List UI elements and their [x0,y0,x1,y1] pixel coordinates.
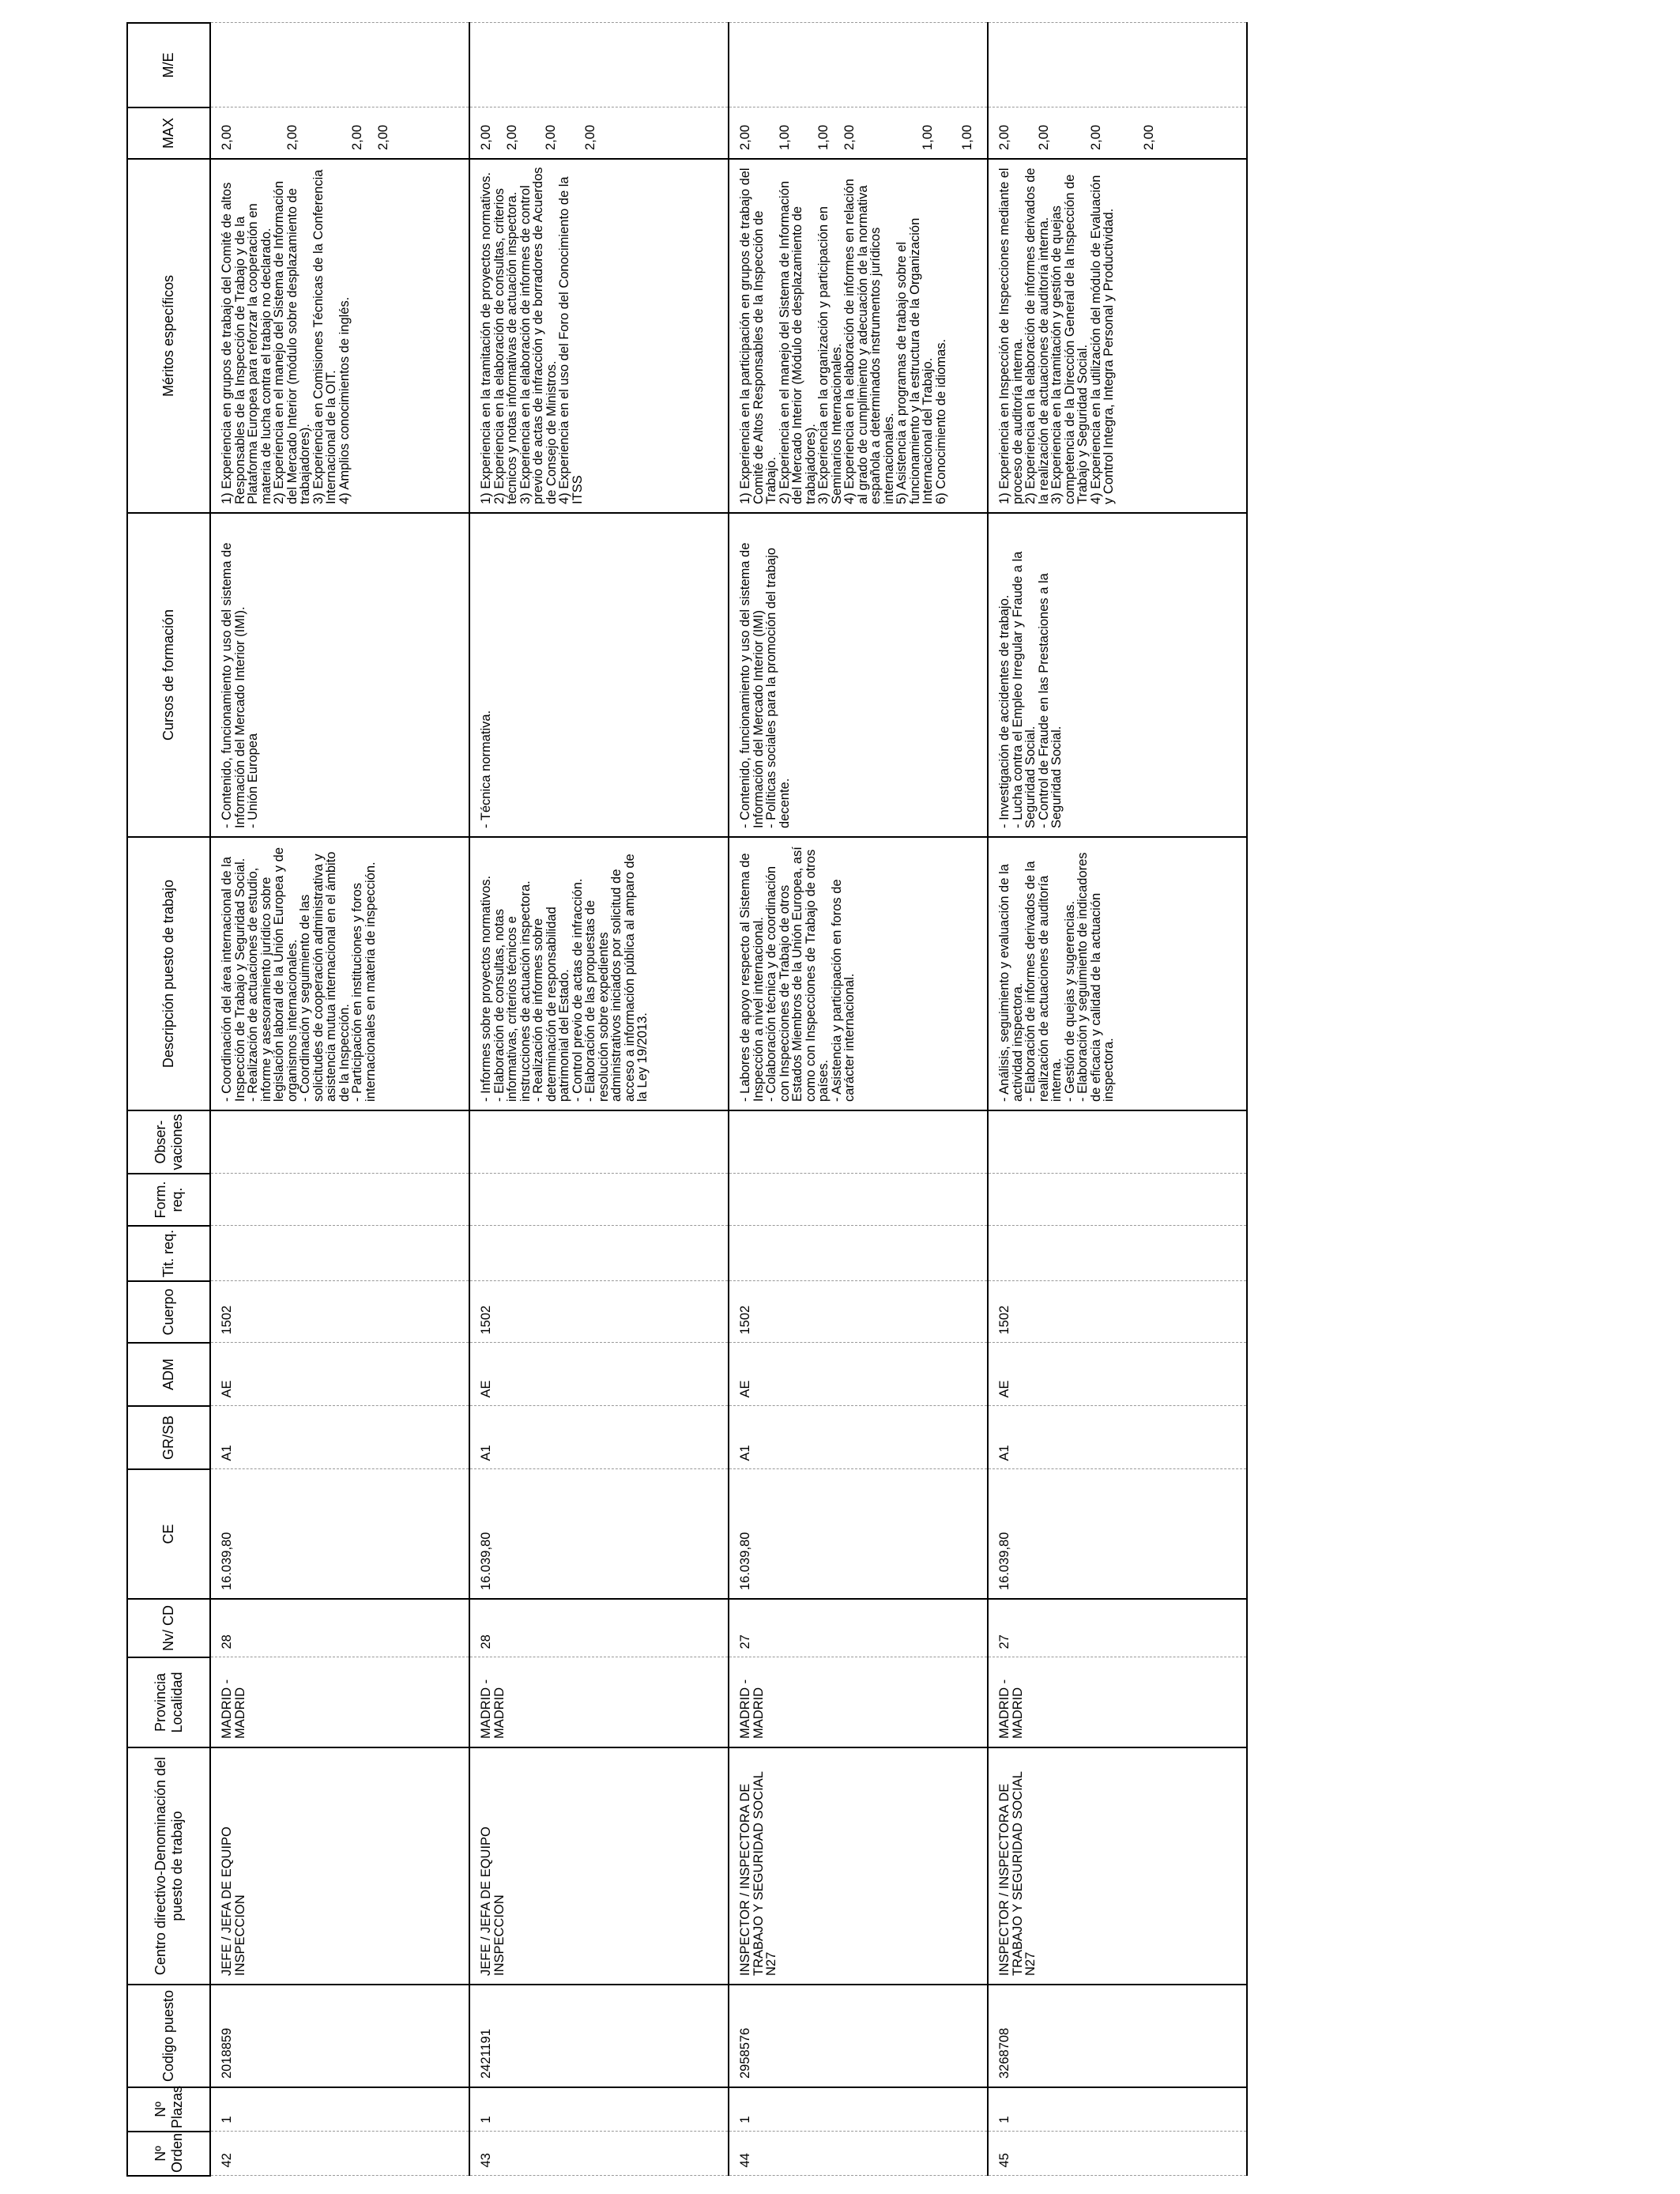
cell-form [469,1174,729,1226]
header-max: MAX [127,107,210,159]
cell-centro: JEFE / JEFA DE EQUIPO INSPECCION [210,1747,469,1985]
merito-line: 4) Amplios conocimientos de inglés. [337,296,352,504]
cell-ce: 16.039,80 [988,1469,1247,1599]
cell-nivel: 27 [988,1599,1247,1657]
merito-line: 2) Experiencia en la elaboración de consultas, criterios técnicos y notas informativas de actuación inspectora. [492,188,519,504]
cell-tit [729,1226,988,1281]
merito-line: 1) Experiencia en grupos de trabajo del Comité de altos Responsables de la Inspección de Trabajo y de la Plataforma Europea para reforzar la cooperación en materia de lucha contra el trabajo no declarado. [220,182,273,504]
cell-descripcion [988,837,1247,1110]
cell-ce: 16.039,80 [469,1469,729,1599]
descripcion-line: - Elaboración de informes derivados de la realización de actuaciones de auditoría interna. [1023,861,1064,1102]
cell-codigo: 2958576 [729,1985,988,2087]
max-value: 2,00 [1141,124,1156,150]
max-value: 2,00 [582,124,597,150]
cell-me [729,23,988,107]
descripcion-line: - Labores de apoyo respecto al Sistema de Inspección a nivel internacional. [738,853,766,1102]
cell-grupo: A1 [469,1406,729,1469]
cell-cuerpo: 1502 [469,1281,729,1343]
max-value: 1,00 [777,124,792,150]
descripcion-line: - Realización de actuaciones de estudio, informe y asesoramiento jurídico sobre legislación laboral de la Unión Europea y de organismos internacionales. [246,847,299,1102]
cell-cuerpo: 1502 [210,1281,469,1343]
cell-codigo: 2018859 [210,1985,469,2087]
cell-provincia: MADRID - MADRID [210,1657,469,1747]
max-value: 2,00 [375,124,390,150]
cell-adm: AE [988,1343,1247,1406]
cell-plazas: 1 [729,2087,988,2132]
descripcion-line: - Gestión de quejas y sugerencias. [1062,900,1077,1102]
cell-plazas: 1 [988,2087,1247,2132]
merito-line: 4) Experiencia en la elaboración de informes en relación al grado de cumplimiento y adecuación de la normativa española a determinados instrumentos jurídicos internacionales. [842,179,896,504]
cell-descripcion [210,837,469,1110]
cell-plazas: 1 [469,2087,729,2132]
descripcion-line: - Asistencia y participación en foros de carácter internacional. [829,879,857,1102]
cell-nivel: 27 [729,1599,988,1657]
table-row [988,23,1247,2176]
header-adm: ADM [127,1343,210,1406]
max-value: 2,00 [1089,124,1103,150]
cell-nivel: 28 [469,1599,729,1657]
job-positions-table [126,22,1248,2177]
header-ce: CE [127,1469,210,1599]
descripcion-line: - Colaboración técnica y de coordinación con Inspecciones de Trabajo de otros Estados Miembros de la Unión Europea, así como con Inspecciones de Trabajo de otros países. [764,846,831,1102]
cell-me [210,23,469,107]
cell-meritos [729,159,988,513]
header-form: Form. req. [127,1174,210,1226]
max-value: 2,00 [738,124,752,150]
cell-provincia: MADRID - MADRID [988,1657,1247,1747]
merito-line: 2) Experiencia en el manejo del Sistema de Información del Mercado Interior (módulo sobre desplazamiento de trabajadores). [272,180,312,504]
max-value: 2,00 [1036,124,1051,150]
cell-grupo: A1 [988,1406,1247,1469]
cell-meritos [988,159,1247,513]
header-cuerpo: Cuerpo [127,1281,210,1343]
cell-centro: INSPECTOR / INSPECTORA DE TRABAJO Y SEGURIDAD SOCIAL N27 [988,1747,1247,1985]
header-provincia: Provincia Localidad [127,1657,210,1747]
cell-meritos [210,159,469,513]
descripcion-line: - Participación en instituciones y foros internacionales en materia de inspección. [350,861,378,1102]
cell-me [988,23,1247,107]
cell-ce: 16.039,80 [210,1469,469,1599]
cell-tit [469,1226,729,1281]
cell-orden: 43 [469,2132,729,2176]
cell-ce: 16.039,80 [729,1469,988,1599]
descripcion-line: - Elaboración de consultas, notas informativas, criterios técnicos e instrucciones de actuación inspectora. [492,880,533,1102]
cell-meritos [469,159,729,513]
cell-orden: 45 [988,2132,1247,2176]
header-orden: Nº Orden [127,2132,210,2176]
cell-adm: AE [469,1343,729,1406]
header-obs: Obser-vaciones [127,1110,210,1174]
cell-adm: AE [729,1343,988,1406]
curso-line: - Lucha contra el Empleo Irregular y Fraude a la Seguridad Social. [1010,551,1038,828]
cell-cuerpo: 1502 [729,1281,988,1343]
cell-nivel: 28 [210,1599,469,1657]
merito-line: 6) Conocimiento de idiomas. [933,338,948,504]
descripcion-line: - Elaboración de las propuestas de resolución sobre expedientes administrativos iniciados por solicitud de acceso a información pública al amparo de la Ley 19/2013. [583,854,650,1102]
descripcion-line: - Coordinación del área internacional de la Inspección de Trabajo y Seguridad Social. [220,856,247,1102]
cell-cursos [210,513,469,837]
max-value: 2,00 [544,124,558,150]
descripcion-line: - Informes sobre proyectos normativos. [479,875,493,1102]
merito-line: 1) Experiencia en la tramitación de proyectos normativos. [479,172,493,504]
header-codigo: Codigo puesto [127,1985,210,2087]
curso-line: - Contenido, funcionamiento y uso del sistema de Información del Mercado Interior (IMI) [738,542,766,828]
cell-max [988,107,1247,159]
cell-obs [729,1110,988,1174]
cell-cursos [729,513,988,837]
table-header-row [127,23,210,2176]
header-tit: Tit. req. [127,1226,210,1281]
cell-orden: 42 [210,2132,469,2176]
descripcion-line: - Coordinación y seguimiento de las solicitudes de cooperación administrativa y asistencia mutua internacional en el ámbito de la Inspección. [298,851,352,1102]
cell-plazas: 1 [210,2087,469,2132]
table-row [210,23,469,2176]
curso-line: - Control de Fraude en las Prestaciones a la Seguridad Social. [1036,573,1064,828]
descripcion-line: - Elaboración y seguimiento de indicadores de eficacia y calidad de la actuación inspectora. [1075,852,1116,1102]
descripcion-line: - Análisis, seguimiento y evaluación de la actividad inspectora. [997,864,1025,1102]
cell-cursos [469,513,729,837]
merito-line: 3) Experiencia en Comisiones Técnicas de la Conferencia Internacional de la OIT. [311,169,338,504]
table-row [469,23,729,2176]
cell-cuerpo: 1502 [988,1281,1247,1343]
header-cursos: Cursos de formación [127,513,210,837]
cell-centro: INSPECTOR / INSPECTORA DE TRABAJO Y SEGURIDAD SOCIAL N27 [729,1747,988,1985]
cell-grupo: A1 [210,1406,469,1469]
cell-tit [988,1226,1247,1281]
cell-max [210,107,469,159]
max-value: 2,00 [997,124,1011,150]
max-value: 2,00 [479,124,493,150]
cell-form [988,1174,1247,1226]
cell-orden: 44 [729,2132,988,2176]
cell-form [729,1174,988,1226]
cell-me [469,23,729,107]
descripcion-line: - Control previo de actas de infracción. [570,878,585,1102]
table-row [729,23,988,2176]
cell-centro: JEFE / JEFA DE EQUIPO INSPECCION [469,1747,729,1985]
max-value: 2,00 [842,124,857,150]
merito-line: 3) Experiencia en la tramitación y gestión de quejas competencia de la Dirección General de la Inspección de Trabajo y Seguridad Social. [1049,174,1090,504]
merito-line: 5) Asistencia a programas de trabajo sobre el funcionamiento y la estructura de la Organización Internacional del Trabajo. [895,217,935,504]
max-value: 2,00 [284,124,299,150]
cell-obs [988,1110,1247,1174]
cell-cursos [988,513,1247,837]
header-me: M/E [127,23,210,107]
cell-grupo: A1 [729,1406,988,1469]
header-plazas: Nº Plazas [127,2087,210,2132]
cell-obs [469,1110,729,1174]
cell-provincia: MADRID - MADRID [469,1657,729,1747]
descripcion-line: - Realización de informes sobre determinación de responsabilidad patrimonial del Estado. [531,907,571,1102]
merito-line: 2) Experiencia en la elaboración de informes derivados de la realización de actuaciones de auditoría interna. [1023,168,1051,504]
curso-line: - Técnica normativa. [479,710,493,828]
curso-line: - Investigación de accidentes de trabajo. [997,594,1011,828]
cell-form [210,1174,469,1226]
header-grupo: GR/SB [127,1406,210,1469]
max-value: 1,00 [959,124,974,150]
merito-line: 2) Experiencia en el manejo del Sistema de Información del Mercado Interior (Módulo de desplazamiento de trabajadores). [777,180,818,504]
cell-descripcion [469,837,729,1110]
cell-codigo: 2421191 [469,1985,729,2087]
header-nivel: Nv/ CD [127,1599,210,1657]
merito-line: 4) Experiencia en el uso del Foro del Conocimiento de la ITSS [557,176,585,504]
curso-line: - Unión Europea [246,733,260,828]
curso-line: - Contenido, funcionamiento y uso del sistema de Información del Mercado Interior (IMI). [220,542,247,828]
max-value: 1,00 [816,124,831,150]
cell-max [729,107,988,159]
merito-line: 3) Experiencia en la elaboración de informes de control previo de actas de infracción y de borradores de Acuerdos de Consejo de Ministros. [518,167,559,504]
merito-line: 1) Experiencia en Inspección de Inspecciones mediante el proceso de auditoría interna. [997,168,1025,504]
cell-tit [210,1226,469,1281]
merito-line: 3) Experiencia en la organización y participación en Seminarios Internacionales. [816,206,844,504]
merito-line: 4) Experiencia en la utilización del módulo de Evaluación y Control Integra, Integra Personal y Productividad. [1088,175,1116,504]
max-value: 2,00 [220,124,234,150]
max-value: 2,00 [350,124,364,150]
merito-line: 1) Experiencia en la participación en grupos de trabajo del Comité de Altos Responsables de la Inspección de Trabajo. [738,168,778,504]
cell-max [469,107,729,159]
cell-obs [210,1110,469,1174]
cell-adm: AE [210,1343,469,1406]
cell-codigo: 3268708 [988,1985,1247,2087]
max-value: 2,00 [504,124,519,150]
header-meritos: Méritos específicos [127,159,210,513]
header-descripcion: Descripción puesto de trabajo [127,837,210,1110]
cell-descripcion [729,837,988,1110]
header-centro: Centro directivo-Denominación del puesto de trabajo [127,1747,210,1985]
curso-line: - Políticas sociales para la promoción del trabajo decente. [764,548,792,828]
max-value: 1,00 [921,124,935,150]
cell-provincia: MADRID - MADRID [729,1657,988,1747]
